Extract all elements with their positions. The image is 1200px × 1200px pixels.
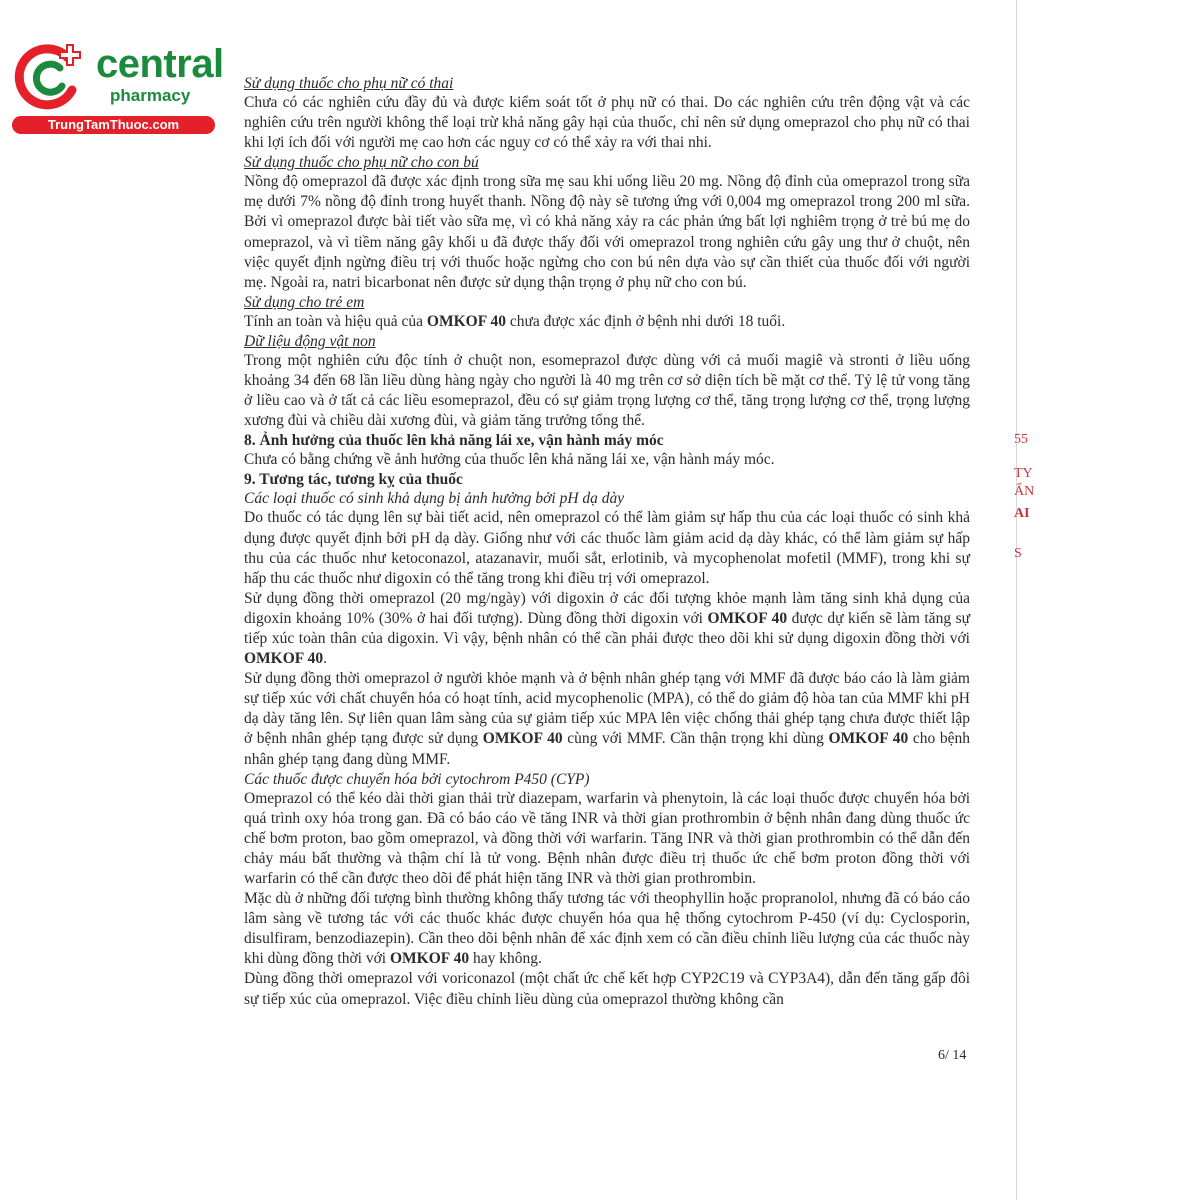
paragraph	[244, 969, 970, 1009]
subsection-heading: Sử dụng thuốc cho phụ nữ có thai	[244, 75, 454, 92]
subsection-heading: Sử dụng thuốc cho phụ nữ cho con bú	[244, 154, 479, 172]
document-body	[244, 74, 970, 1010]
paragraph-text: được dự kiến sẽ làm tăng sự tiếp xúc toàn thân của digoxin. Vì vậy, bệnh nhân có thể cần phải được theo dõi khi sử dụng digoxin đồng thời với	[244, 609, 970, 647]
paragraph-text: Do thuốc có tác dụng lên sự bài tiết acid, nên omeprazol có thể làm giảm sự hấp thu của các loại thuốc có sinh khả dụng được quyết định bởi pH dạ dày. Giống như với các thuốc làm giảm acid dạ dày khác, có thể làm giảm sự hấp thu của các thuốc như ketoconazol, atazanavir, muối sắt, erlotinib, và mycophenolat mofetil (MMF), trong khi sự hấp thu các thuốc như digoxin có thể tăng trong khi điều trị với omeprazol.	[244, 509, 970, 587]
edge-fragment: AI	[1014, 506, 1030, 521]
paragraph	[244, 508, 970, 588]
paragraph	[244, 589, 970, 669]
logo-subtitle: pharmacy	[110, 86, 191, 105]
paragraph	[244, 789, 970, 889]
edge-fragment: ẤN	[1014, 484, 1035, 499]
subsection-heading: Sử dụng cho trẻ em	[244, 293, 365, 311]
page-number: 6/ 14	[938, 1048, 967, 1063]
paragraph-text: Tính an toàn và hiệu quả của	[244, 312, 427, 330]
paragraph-text: Mặc dù ở những đối tượng bình thường không thấy tương tác với theophyllin hoặc propranolol, nhưng đã có báo cáo lâm sàng về tương tác với các thuốc khác được chuyển hóa qua hệ thống cytochrom P-450 (ví dụ: Cyclosporin, disulfiram, benzodiazepin). Cần theo dõi bệnh nhân để xác định xem có cần điều chỉnh liều lượng của các thuốc này khi dùng đồng thời với	[244, 890, 970, 968]
italic-subheading: Các loại thuốc có sinh khả dụng bị ảnh hưởng bởi pH dạ dày	[244, 490, 625, 508]
italic-subheading: Các thuốc được chuyển hóa bởi cytochrom P450 (CYP)	[244, 770, 590, 788]
section-heading: 9. Tương tác, tương kỵ của thuốc	[244, 471, 463, 489]
pharmacy-logo	[10, 38, 224, 138]
paragraph-text: Dùng đồng thời omeprazol với voriconazol (một chất ức chế kết hợp CYP2C19 và CYP3A4), dẫn đến tăng gấp đôi sự tiếp xúc của omeprazol. Việc điều chỉnh liều dùng của omeprazol thường không cần	[244, 970, 970, 1008]
paragraph	[244, 312, 970, 332]
logo-name: central	[96, 42, 224, 86]
edge-fragment: TY	[1014, 466, 1033, 481]
product-name: OMKOF 40	[244, 650, 324, 668]
pharmacy-cross-icon	[10, 38, 90, 118]
edge-fragment: 55	[1014, 432, 1028, 447]
paragraph-text: Trong một nghiên cứu độc tính ở chuột non, esomeprazol được dùng với cả muối magiê và stronti ở liều uống khoảng 34 đến 68 lần liều dùng hàng ngày cho người là 40 mg trên cơ sở diện tích bề mặt cơ thể. Tỷ lệ tử vong tăng ở liều cao và ở tất cả các liều esomeprazol, đều có sự giảm trọng lượng cơ thể, tăng trọng lượng cơ thể, trọng lượng xương đùi và chiều dài xương đùi, và giảm tăng trưởng tổng thể.	[244, 351, 970, 430]
paragraph-text: Sử dụng đồng thời omeprazol (20 mg/ngày) với digoxin ở các đối tượng khỏe mạnh làm tăng sinh khả dụng của digoxin khoảng 10% (30% ở hai đối tượng). Dùng đồng thời digoxin với	[244, 589, 970, 627]
edge-fragment: S	[1014, 546, 1022, 561]
paragraph	[244, 669, 970, 769]
paragraph	[244, 351, 970, 431]
paragraph-text: hay không.	[469, 950, 542, 968]
product-name: OMKOF 40	[426, 312, 506, 330]
paragraph-text: Omeprazol có thể kéo dài thời gian thải trừ diazepam, warfarin và phenytoin, là các loại thuốc được chuyển hóa bởi quá trình oxy hóa trong gan. Đã có báo cáo về tăng INR và thời gian prothrombin ở bệnh nhân đang dùng thuốc ức chế bơm proton, bao gồm omeprazol, và đồng thời với warfarin. Tăng INR và thời gian prothrombin có thể dẫn đến chảy máu bất thường và thậm chí là tử vong. Bệnh nhân được điều trị thuốc ức chế bơm proton đồng thời với warfarin có thể cần được theo dõi để phát hiện tăng INR và thời gian prothrombin.	[244, 789, 970, 887]
paragraph	[244, 93, 970, 153]
paragraph-text: Sử dụng đồng thời omeprazol ở người khỏe mạnh và ở bệnh nhân ghép tạng với MMF đã được báo cáo là làm giảm sự tiếp xúc với chất chuyển hóa có hoạt tính, acid mycophenolic (MPA), có thể do giảm độ hòa tan của MMF khi pH dạ dày tăng lên. Sự liên quan lâm sàng của sự giảm tiếp xúc MPA lên việc chống thải ghép tạng chưa được thiết lập ở bệnh nhân ghép tạng được sử dụng	[244, 670, 970, 748]
paragraph-text: chưa được xác định ở bệnh nhi dưới 18 tuổi.	[506, 312, 786, 330]
paragraph	[244, 172, 970, 293]
paragraph-text: Chưa có các nghiên cứu đầy đủ và được kiểm soát tốt ở phụ nữ có thai. Do các nghiên cứu trên động vật và các nghiên cứu trên người không thể loại trừ khả năng gây hại của thuốc, chỉ nên sử dụng omeprazol cho phụ nữ có thai khi lợi ích đối với người mẹ cao hơn các nguy cơ có thể xảy ra với thai nhi.	[244, 94, 970, 152]
product-name: OMKOF 40	[707, 609, 788, 627]
paragraph	[244, 889, 970, 969]
paragraph-text: Chưa có bằng chứng về ảnh hưởng của thuốc lên khả năng lái xe, vận hành máy móc.	[244, 451, 775, 469]
paragraph-text: Nồng độ omeprazol đã được xác định trong sữa mẹ sau khi uống liều 20 mg. Nồng độ đỉnh của omeprazol trong sữa mẹ dưới 7% nồng độ đỉnh trong huyết thanh. Nồng độ này sẽ tương ứng với 0,004 mg omeprazol trong 200 ml sữa. Bởi vì omeprazol được bài tiết vào sữa mẹ, vì có khả năng xảy ra các phản ứng bất lợi nghiêm trọng ở trẻ bú mẹ do omeprazol, và vì tiềm năng gây khối u đã được thấy đối với omeprazol trong nghiên cứu gây ung thư ở chuột, nên việc quyết định ngừng điều trị với thuốc hoặc ngừng cho con bú nên dựa vào sự cần thiết của thuốc đối với người mẹ. Ngoài ra, natri bicarbonat nên được sử dụng thận trọng ở phụ nữ cho con bú.	[244, 173, 970, 291]
paragraph-text: cùng với MMF. Cần thận trọng khi dùng	[562, 730, 829, 748]
section-heading: 8. Ảnh hưởng của thuốc lên khả năng lái xe, vận hành máy móc	[244, 432, 664, 450]
logo-banner: TrungTamThuoc.com	[12, 116, 215, 134]
subsection-heading: Dữ liệu động vật non	[244, 332, 376, 350]
product-name: OMKOF 40	[482, 730, 563, 748]
paragraph	[244, 450, 970, 470]
product-name: OMKOF 40	[390, 950, 470, 968]
paragraph-text: .	[323, 650, 327, 668]
page-edge-line	[1016, 0, 1017, 1200]
product-name: OMKOF 40	[828, 730, 909, 748]
paragraph-text: cho bệnh nhân ghép tạng đang dùng MMF.	[244, 730, 970, 768]
